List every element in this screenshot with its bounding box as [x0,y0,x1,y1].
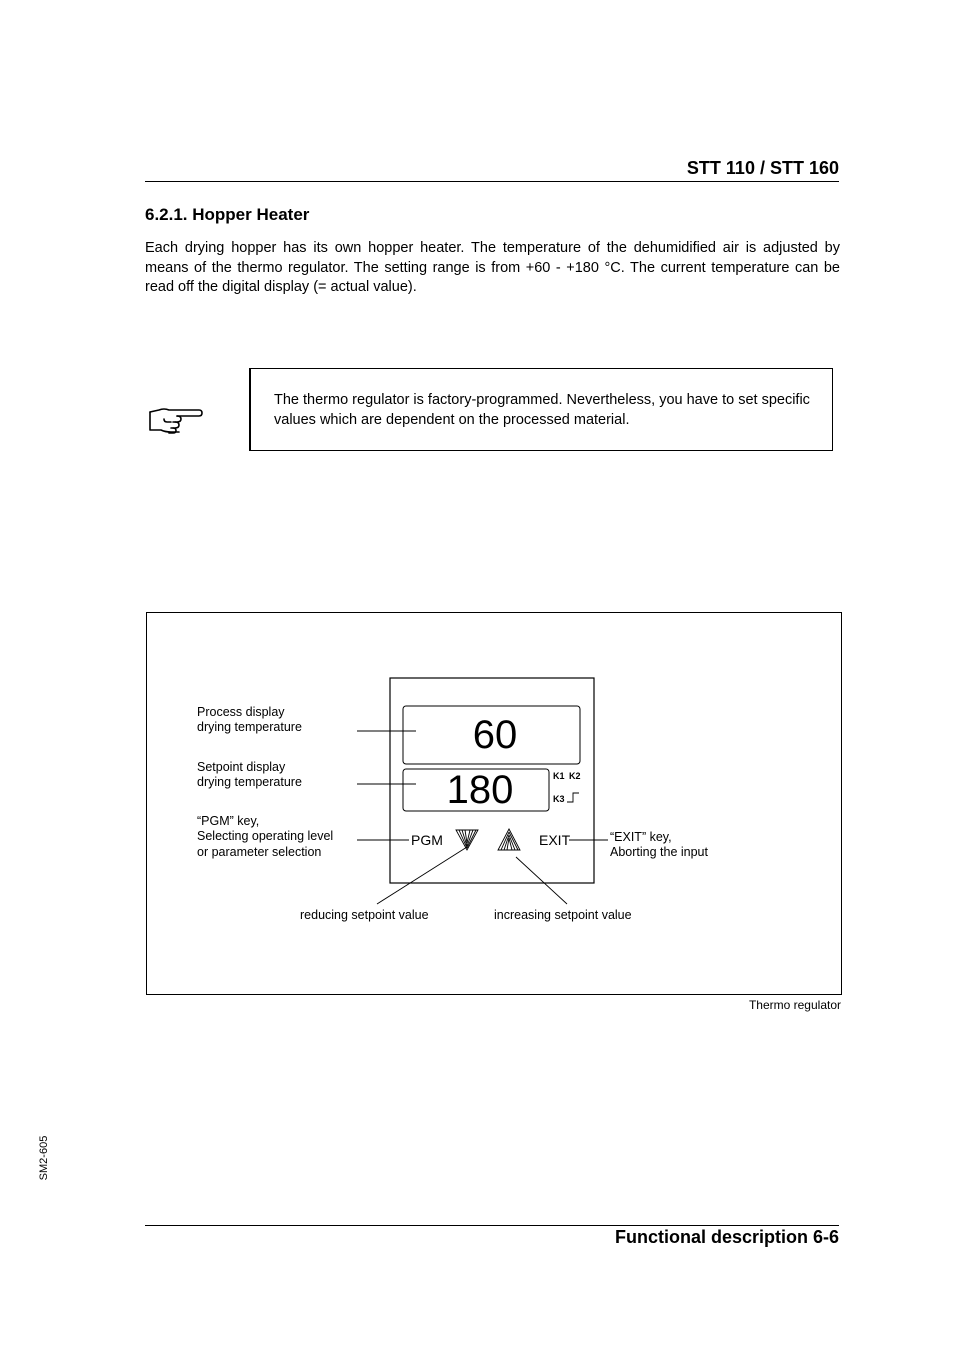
k3-indicator: K3 [553,794,565,804]
up-arrow-key[interactable] [498,829,520,850]
pgm-label-1: “PGM” key, [197,814,260,828]
setpoint-value: 180 [446,768,514,812]
figure-caption: Thermo regulator [748,998,841,1012]
note-box [249,368,833,451]
pgm-label-3: or parameter selection [197,845,322,859]
exit-label-1: “EXIT” key, [610,830,672,844]
pgm-label-2: Selecting operating level [197,829,334,843]
header-rule [145,181,839,182]
thermo-regulator-diagram [146,612,842,995]
footer-title: Functional description 6-6 [614,1227,839,1247]
k3-step-icon [567,793,579,802]
header-title: STT 110 / STT 160 [686,158,839,178]
exit-label-2: Aborting the input [610,845,708,859]
section-title: 6.2.1. Hopper Heater [145,205,310,224]
process-label-2: drying temperature [197,720,302,734]
k2-indicator: K2 [569,771,581,781]
process-value: 60 [472,713,518,757]
pgm-key[interactable]: PGM [411,832,443,848]
setpoint-label-1: Setpoint display [197,760,286,774]
exit-key[interactable]: EXIT [539,832,571,848]
k1-indicator: K1 [553,771,565,781]
note-text: The thermo regulator is factory-programmed. Nevertheless, you have to set specific values which are dependent on the processed material. [274,392,810,428]
setpoint-label-2: drying temperature [197,775,302,789]
process-label-1: Process display [197,705,285,719]
document-code: SM2-605 [38,1135,50,1181]
pointing-hand-icon [147,400,205,440]
section-body: Each drying hopper has its own hopper heater. The temperature of the dehumidified air is adjusted by means of the thermo regulator. The setting range is from +60 - +180 °C. The current temperature can be read off the digital display (= actual value). [145,240,840,295]
footer-rule [145,1225,839,1226]
up-leader [516,857,567,904]
up-label: increasing setpoint value [494,908,632,922]
down-label: reducing setpoint value [300,908,429,922]
